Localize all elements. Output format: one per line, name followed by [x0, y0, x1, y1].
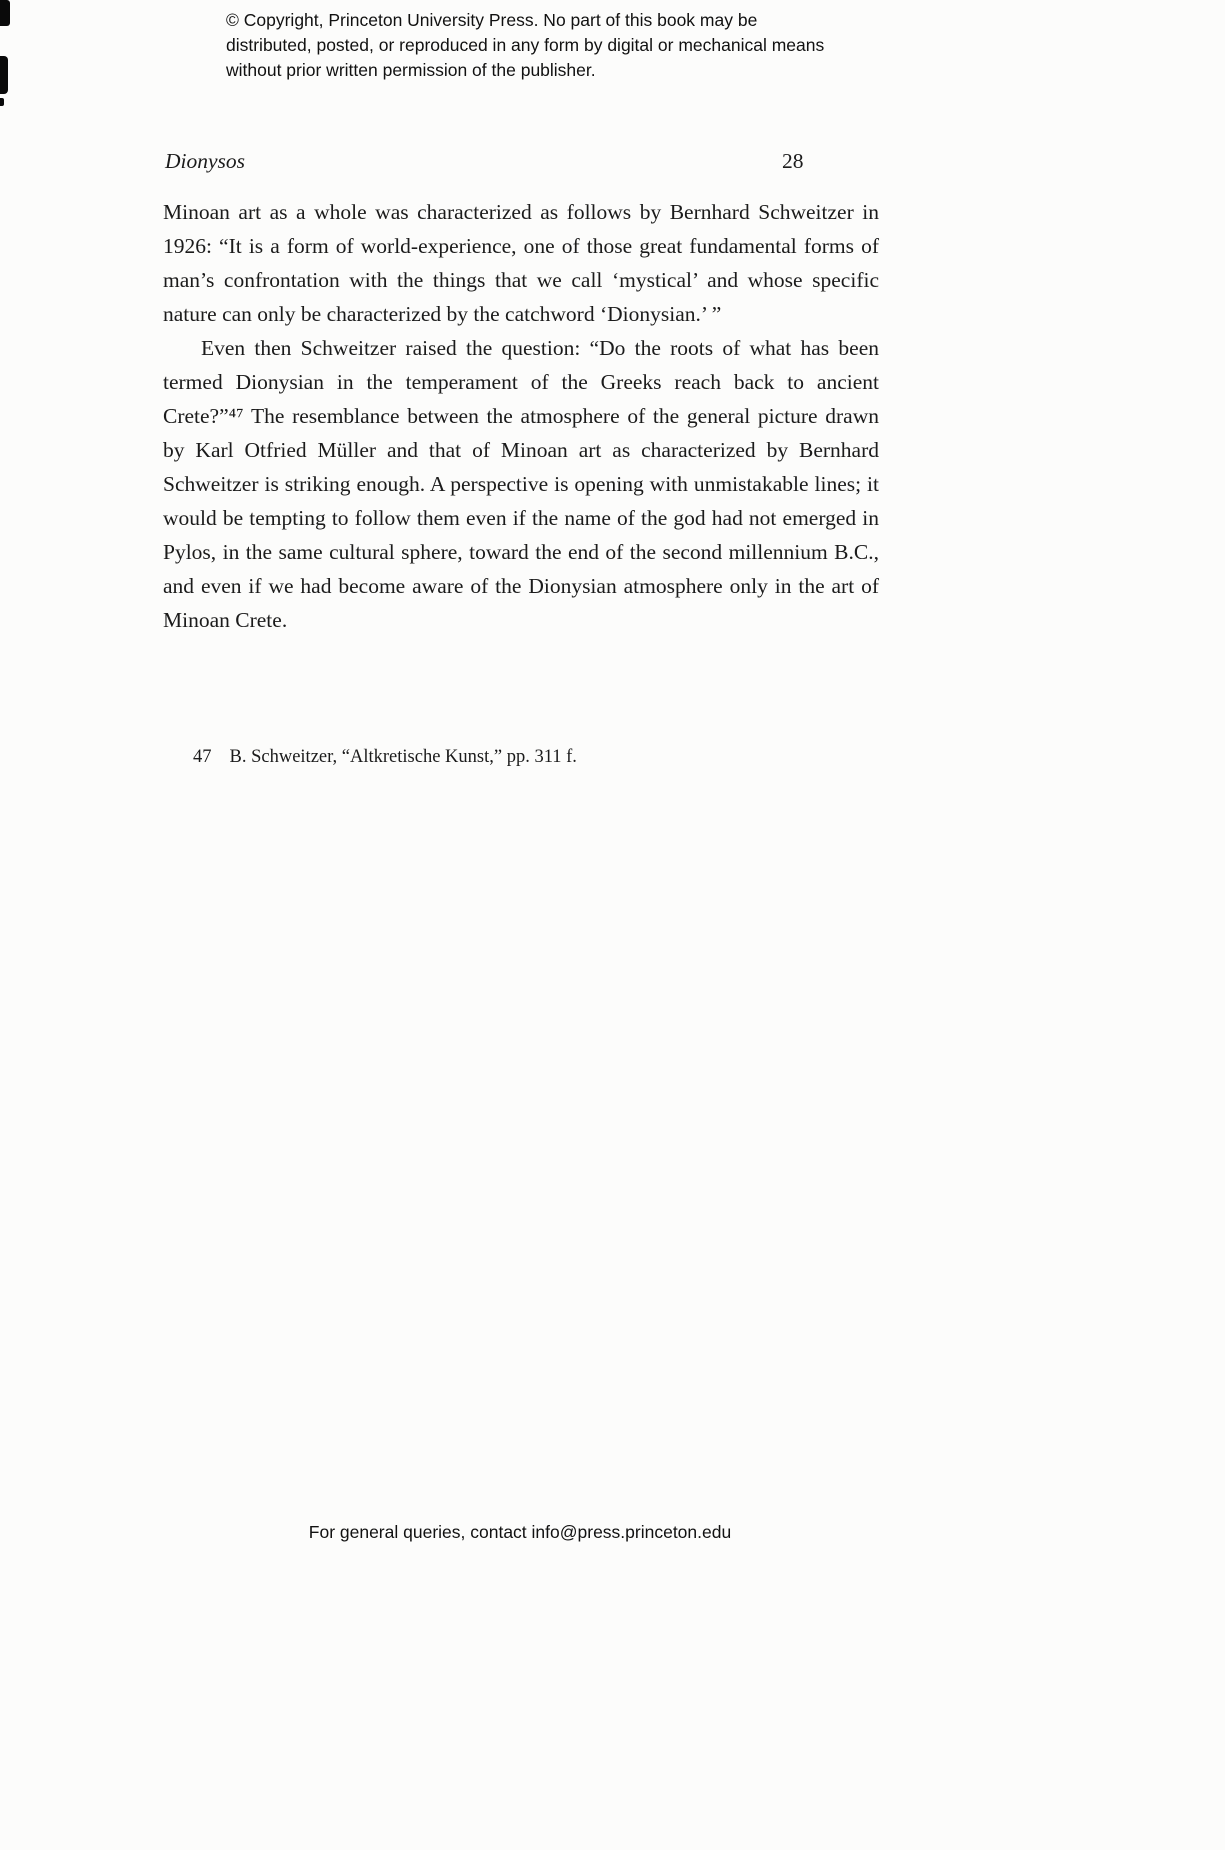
- footer-contact: For general queries, contact info@press.princeton.edu: [308, 1522, 732, 1542]
- body-text: [163, 195, 879, 637]
- page-number: 28: [782, 149, 804, 173]
- scan-artifact: [0, 98, 4, 106]
- scan-artifact: [0, 56, 8, 94]
- footnote-text: B. Schweitzer, “Altkretische Kunst,” pp. 311 f.: [229, 747, 577, 767]
- paragraph: Even then Schweitzer raised the question: “Do the roots of what has been termed Dionysian in the temperament of the Greeks reach back to ancient Crete?”⁴⁷ The resemblance between the atmosphere of the general picture drawn by Karl Otfried Müller and that of Minoan art as characterized by Bernhard Schweitzer is striking enough. A perspective is opening with unmistakable lines; it would be tempting to follow them even if the name of the god had not emerged in Pylos, in the same cultural sphere, toward the end of the second millennium B.C., and even if we had become aware of the Dionysian atmosphere only in the art of Minoan Crete.: [163, 336, 879, 632]
- scan-artifact: [0, 0, 10, 26]
- footnote: [193, 744, 883, 770]
- footnote-number: 47: [193, 747, 212, 767]
- running-title: Dionysos: [165, 149, 246, 173]
- copyright-notice: © Copyright, Princeton University Press. No part of this book may be distributed, posted, or reproduced in any form by digital or mechanical means without prior written permission of the publisher.: [226, 10, 825, 80]
- paragraph: Minoan art as a whole was characterized as follows by Bernhard Schweitzer in 1926: “It is a form of world-experience, one of those great fundamental forms of man’s confrontation with the things that we call ‘mystical’ and whose specific nature can only be characterized by the catchword ‘Dionysian.’ ”: [163, 200, 879, 326]
